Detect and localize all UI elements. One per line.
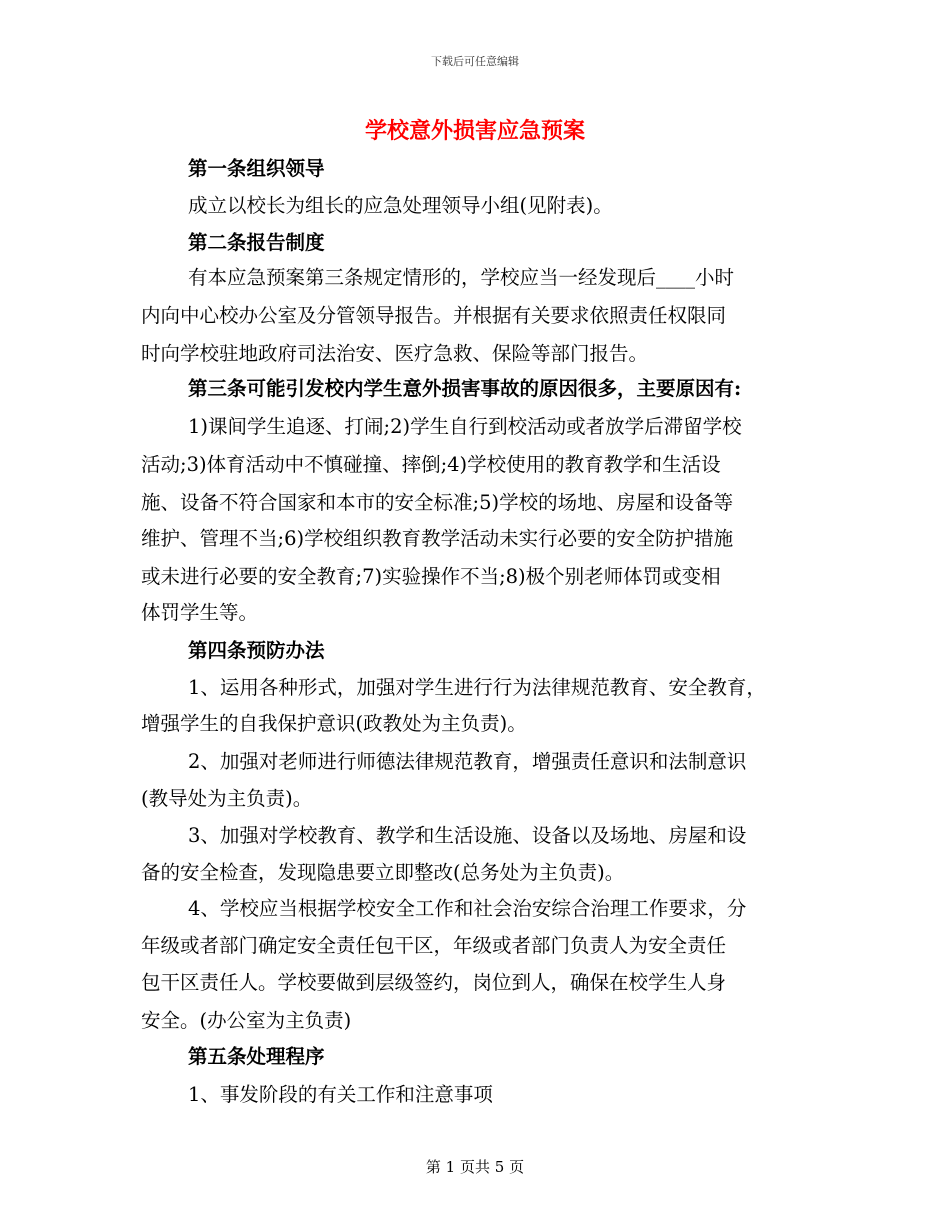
paragraph-line: 有本应急预案第三条规定情形的，学校应当一经发现后____小时 [188, 266, 735, 289]
paragraph-line: 增强学生的自我保护意识(政教处为主负责)。 [141, 712, 527, 735]
paragraph-line: 内向中心校办公室及分管领导报告。并根据有关要求依照责任权限同 [141, 304, 727, 327]
paragraph-line: 1)课间学生追逐、打闹;2)学生自行到校活动或者放学后滞留学校 [188, 415, 742, 438]
document-title: 学校意外损害应急预案 [364, 118, 585, 144]
article-5-heading: 第五条处理程序 [188, 1045, 325, 1068]
paragraph-line: 活动;3)体育活动中不慎碰撞、摔倒;4)学校使用的教育教学和生活设 [141, 453, 721, 476]
paragraph-line: 安全。(办公室为主负责) [141, 1009, 352, 1032]
paragraph-line: 施、设备不符合国家和本市的安全标准;5)学校的场地、房屋和设备等 [141, 491, 734, 514]
paragraph-line: 1、事发阶段的有关工作和注意事项 [188, 1083, 493, 1106]
paragraph-line: (教导处为主负责)。 [141, 787, 313, 810]
paragraph-line: 或未进行必要的安全教育;7)实验操作不当;8)极个别老师体罚或变相 [141, 565, 721, 588]
paragraph-line: 体罚学生等。 [141, 601, 259, 624]
paragraph-line: 3、加强对学校教育、教学和生活设施、设备以及场地、房屋和设 [188, 824, 747, 847]
article-3-heading: 第三条可能引发校内学生意外损害事故的原因很多，主要原因有: [188, 377, 742, 400]
paragraph-line: 2、加强对老师进行师德法律规范教育，增强责任意识和法制意识 [188, 750, 747, 773]
page-footer: 第 1 页共 5 页 [425, 1158, 525, 1176]
paragraph-line: 成立以校长为组长的应急处理领导小组(见附表)。 [188, 194, 613, 217]
paragraph-line: 年级或者部门确定安全责任包干区，年级或者部门负责人为安全责任 [141, 934, 727, 957]
paragraph-line: 1、运用各种形式，加强对学生进行行为法律规范教育、安全教育， [188, 676, 766, 699]
header-note: 下载后可任意编辑 [431, 55, 519, 68]
article-2-heading: 第二条报告制度 [188, 231, 325, 254]
paragraph-line: 包干区责任人。学校要做到层级签约，岗位到人，确保在校学生人身 [141, 971, 727, 994]
article-4-heading: 第四条预防办法 [188, 639, 325, 662]
article-1-heading: 第一条组织领导 [188, 157, 325, 180]
paragraph-line: 维护、管理不当;6)学校组织教育教学活动未实行必要的安全防护措施 [141, 527, 734, 550]
paragraph-line: 时向学校驻地政府司法治安、医疗急救、保险等部门报告。 [141, 342, 649, 365]
paragraph-line: 4、学校应当根据学校安全工作和社会治安综合治理工作要求，分 [188, 897, 747, 920]
paragraph-line: 备的安全检查，发现隐患要立即整改(总务处为主负责)。 [141, 861, 625, 884]
